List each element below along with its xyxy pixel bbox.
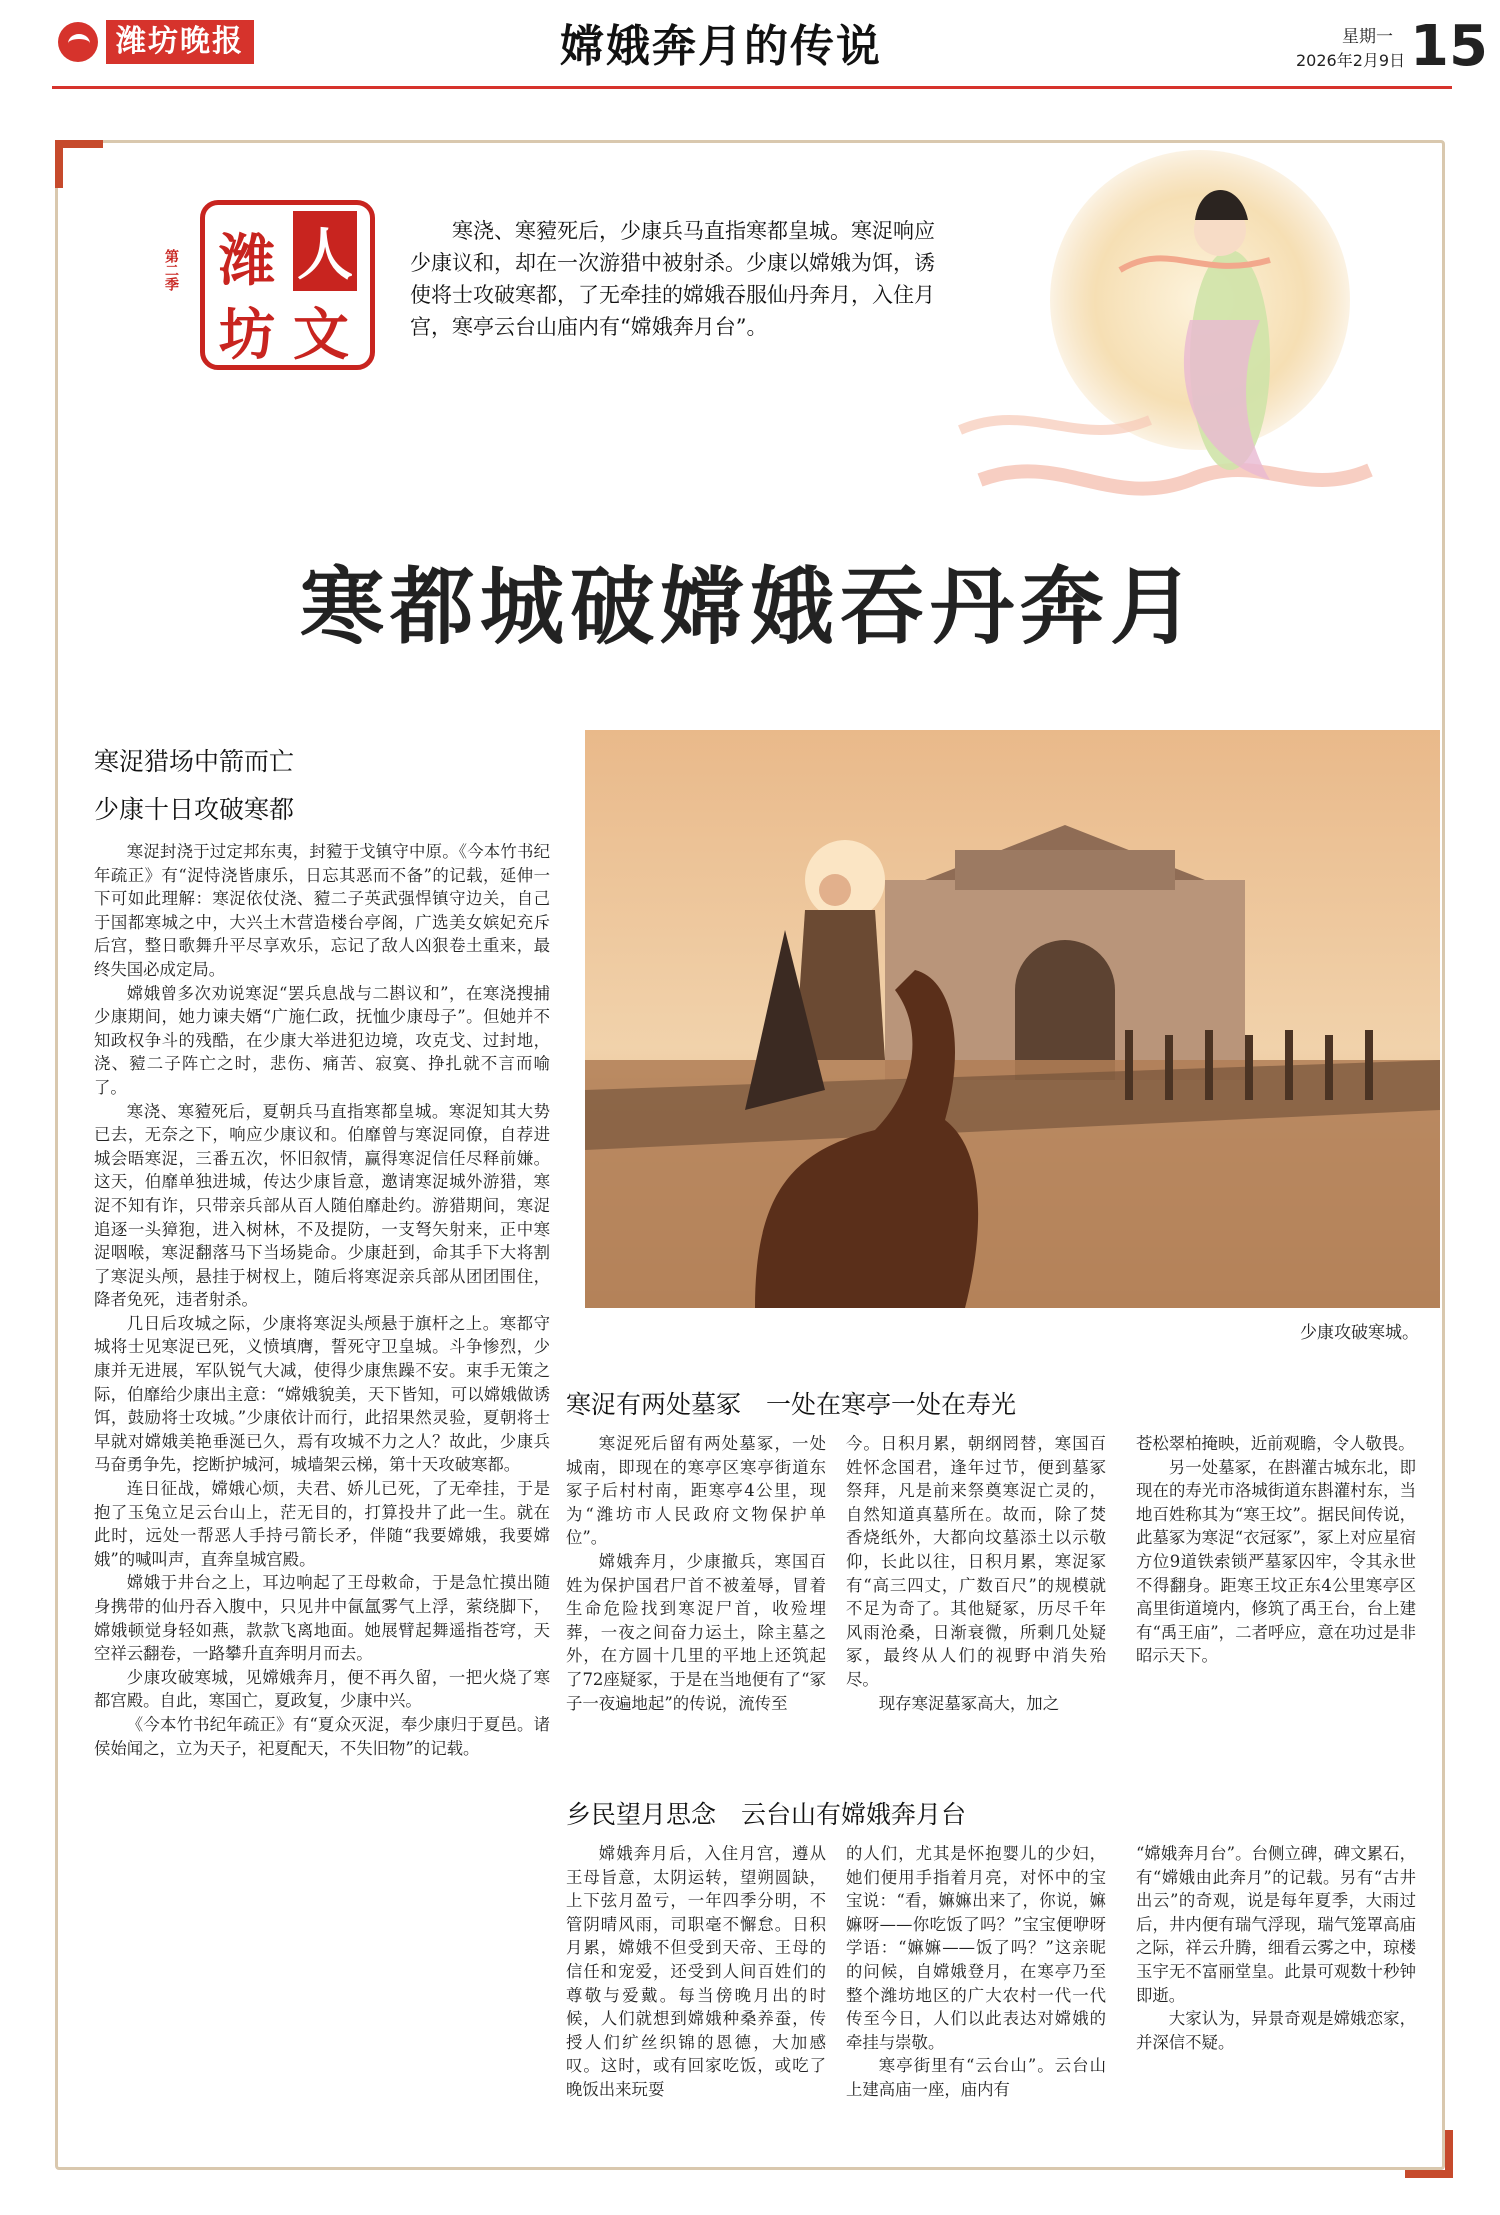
section3-col1 — [566, 1842, 826, 2102]
frame-corner — [1405, 2130, 1453, 2178]
section3-paragraph: 嫦娥奔月后，入住月宫，遵从王母旨意，太阴运转，望朔圆缺，上下弦月盈亏，一年四季分明，不管阴晴风雨，司职毫不懈怠。日积月累，嫦娥不但受到天帝、王母的信任和宠爱，还受到人间百姓们的尊敬与爱戴。每当傍晚月出的时候，人们就想到嫦娥种桑养蚕，传授人们纩丝织锦的恩德，大加感叹。这时，或有回家吃饭，或吃了晚饭出来玩耍 — [566, 1844, 826, 2099]
section2-col2 — [846, 1432, 1106, 1715]
column-seal — [163, 200, 375, 370]
headline: 寒都城破嫦娥吞丹奔月 — [299, 558, 1200, 656]
section2-col1 — [566, 1432, 826, 1715]
section2-paragraph: 今。日积月累，朝纲罔替，寒国百姓怀念国君，逢年过节，便到墓冢祭拜，凡是前来祭奠寒浞亡灵的，自然知道真墓所在。故而，除了焚香烧纸外，大都向坟墓添土以示敬仰，长此以往，日积月累，寒浞冢有“高三四丈，广数百尺”的规模就不足为奇了。其他疑冢，历尽千年风雨沧桑，日渐衰微，所剩几处疑冢，最终从人们的视野中消失殆尽。 — [846, 1434, 1106, 1689]
section3-col2 — [846, 1842, 1106, 2102]
seal-char: 文 — [293, 302, 349, 368]
section2-paragraph: 嫦娥奔月，少康撤兵，寒国百姓为保护国君尸首不被羞辱，冒着生命危险找到寒浞尸首，收殓埋葬，一夜之间奋力运土，除主墓之外，在方圆十几里的平地上还筑起了72座疑冢，于是在当地便有了“冢子一夜遍地起”的传说，流传至 — [566, 1551, 826, 1713]
section2-subhead: 寒浞有两处墓冢 一处在寒亭一处在寿光 — [566, 1390, 1017, 1419]
change-moon-illustration — [940, 150, 1420, 530]
seal-char: 人 — [293, 211, 357, 291]
section1-subhead-line1: 寒浞猎场中箭而亡 — [94, 747, 295, 776]
section1-paragraph: 几日后攻城之际，少康将寒浞头颅悬于旗杆之上。寒都守城将士见寒浞已死，义愤填膺，誓死守卫皇城。斗争惨烈，少康并无进展，军队锐气大减，使得少康焦躁不安。束手无策之际，伯靡给少康出主意：“嫦娥貌美，天下皆知，可以嫦娥做诱饵，鼓励将士攻城。”少康依计而行，此招果然灵验，夏朝将士早就对嫦娥美艳垂涎已久，焉有攻城不力之人？故此，少康兵马奋勇争先，挖断护城河，城墙架云梯，第十天攻破寒都。 — [94, 1313, 550, 1475]
intro-text: 寒浇、寒豷死后，少康兵马直指寒都皇城。寒浞响应少康议和，却在一次游猎中被射杀。少康以嫦娥为饵，诱使将士攻破寒都，了无牵挂的嫦娥吞服仙丹奔月，入住月宫，寒亭云台山庙内有“嫦娥奔月台”。 — [410, 219, 935, 339]
issue-date: 2026年2月9日 — [1296, 51, 1406, 70]
section3-subhead: 乡民望月思念 云台山有嫦娥奔月台 — [566, 1800, 967, 1829]
section3-paragraph: 的人们，尤其是怀抱婴儿的少妇，她们便用手指着月亮，对怀中的宝宝说：“看，嫲嫲出来了，你说，嫲嫲呀——你吃饭了吗？”宝宝便咿呀学语：“嫲嫲——饭了吗？”这亲昵的问候，自嫦娥登月，在寒亭乃至整个潍坊地区的广大农村一代一代传至今日，人们以此表达对嫦娥的牵挂与崇敬。 — [846, 1844, 1106, 2052]
section2-paragraph: 另一处墓冢，在斟灌古城东北，即现在的寿光市洛城街道东斟灌村东，当地百姓称其为“寒王坟”。据民间传说，此墓冢为寒浞“衣冠冢”，冢上对应星宿方位9道铁索锁严墓冢囚牢，令其永世不得翻身。距寒王坟正东4公里寒亭区高里街道境内，修筑了禹王台，台上建有“禹王庙”，二者呼应，意在功过是非昭示天下。 — [1136, 1457, 1416, 1666]
logo-icon — [58, 22, 98, 62]
section3-paragraph: “嫦娥奔月台”。台侧立碑，碑文累石，有“嫦娥由此奔月”的记载。另有“古井出云”的奇观，说是每年夏季，大雨过后，井内便有瑞气浮现，瑞气笼罩高庙之际，祥云升腾，细看云雾之中，琼楼玉宇无不富丽堂皇。此景可观数十秒钟即逝。 — [1136, 1844, 1416, 2005]
section1-paragraph: 少康攻破寒城，见嫦娥奔月，便不再久留，一把火烧了寒都宫殿。自此，寒国亡，夏政复，少康中兴。 — [94, 1667, 550, 1711]
section3-paragraph: 大家认为，异景奇观是嫦娥恋家，并深信不疑。 — [1136, 2009, 1416, 2052]
page-title: 嫦娥奔月的传说 — [560, 21, 882, 72]
photo-caption: 少康攻破寒城。 — [1300, 1323, 1419, 1343]
newspaper-logo — [58, 18, 288, 66]
seal-char: 潍 — [219, 228, 275, 294]
masthead-rule — [52, 86, 1452, 89]
section1-paragraph: 寒浞封浇于过定邦东夷，封豷于戈镇守中原。《今本竹书纪年疏正》有“浞恃浇皆康乐，日忘其恶而不备”的记载，延伸一下可如此理解：寒浞依仗浇、豷二子英武强悍镇守边关，自己于国都寒城之中，大兴土木营造楼台亭阁，广选美女嫔妃充斥后宫，整日歌舞升平尽享欢乐，忘记了敌人凶狠卷土重来，最终失国必成定局。 — [94, 842, 550, 979]
section1-subhead-line2: 少康十日攻破寒都 — [94, 795, 295, 824]
section2-paragraph: 现存寒浞墓冢高大，加之 — [878, 1693, 1060, 1713]
section1 — [94, 742, 550, 1760]
section2-col3 — [1136, 1432, 1416, 1668]
section1-paragraph: 连日征战，嫦娥心烦，夫君、娇儿已死，了无牵挂，于是抱了玉兔立足云台山上，茫无目的，打算投井了此一生。就在此时，远处一帮恶人手持弓箭长矛，伴随“我要嫦娥，我要嫦娥”的喊叫声，直奔皇城宫殿。 — [94, 1479, 550, 1569]
seal-season: 第二季 — [163, 249, 179, 291]
section1-paragraph: 《今本竹书纪年疏正》有“夏众灭浞，奉少康归于夏邑。诸侯始闻之，立为天子，祀夏配天，不失旧物”的记载。 — [94, 1714, 550, 1758]
section1-paragraph: 嫦娥于井台之上，耳边响起了王母敕命，于是急忙摸出随身携带的仙丹吞入腹中，只见井中氤氲雾气上浮，萦绕脚下，嫦娥顿觉身轻如燕，款款飞离地面。她展臂起舞遥指苍穹，天空祥云翻卷，一路攀升直奔明月而去。 — [94, 1573, 550, 1664]
section2-paragraph: 苍松翠柏掩映，近前观瞻，令人敬畏。 — [1136, 1434, 1415, 1453]
section3-col3 — [1136, 1842, 1416, 2054]
seal-char: 坊 — [219, 302, 275, 368]
masthead — [0, 0, 1500, 100]
battle-photo — [585, 730, 1440, 1308]
page-number: 15 — [1410, 14, 1488, 79]
section1-paragraph: 嫦娥曾多次劝说寒浞“罢兵息战与二斟议和”，在寒浇搜捕少康期间，她力谏夫婿“广施仁政，抚恤少康母子”。但她并不知政权争斗的残酷，在少康大举进犯边境，攻克戈、过封地，浇、豷二子阵亡之时，悲伤、痛苦、寂寞、挣扎就不言而喻了。 — [94, 983, 550, 1097]
frame-corner — [55, 140, 103, 188]
section2-paragraph: 寒浞死后留有两处墓冢，一处城南，即现在的寒亭区寒亭街道东冢子后村村南，距寒亭4公里，现为“潍坊市人民政府文物保护单位”。 — [566, 1434, 826, 1548]
weekday: 星期一 — [1342, 27, 1393, 47]
section1-paragraph: 寒浇、寒豷死后，夏朝兵马直指寒都皇城。寒浞知其大势已去，无奈之下，响应少康议和。伯靡曾与寒浞同僚，自荐进城会晤寒浞，三番五次，怀旧叙情，赢得寒浞信任尽释前嫌。这天，伯靡单独进城，传达少康旨意，邀请寒浞城外游猎，寒浞不知有诈，只带亲兵部从百人随伯靡赴约。游猎期间，寒浞追逐一头獐狍，进入树林，不及提防，一支弩矢射来，正中寒浞咽喉，寒浞翻落马下当场毙命。少康赶到，命其手下大将割了寒浞头颅，悬挂于树杈上，随后将寒浞亲兵部从团团围住，降者免死，违者射杀。 — [94, 1101, 550, 1310]
paper-name: 潍坊晚报 — [106, 20, 254, 64]
section3-paragraph: 寒亭街里有“云台山”。云台山上建高庙一座，庙内有 — [846, 2056, 1106, 2099]
